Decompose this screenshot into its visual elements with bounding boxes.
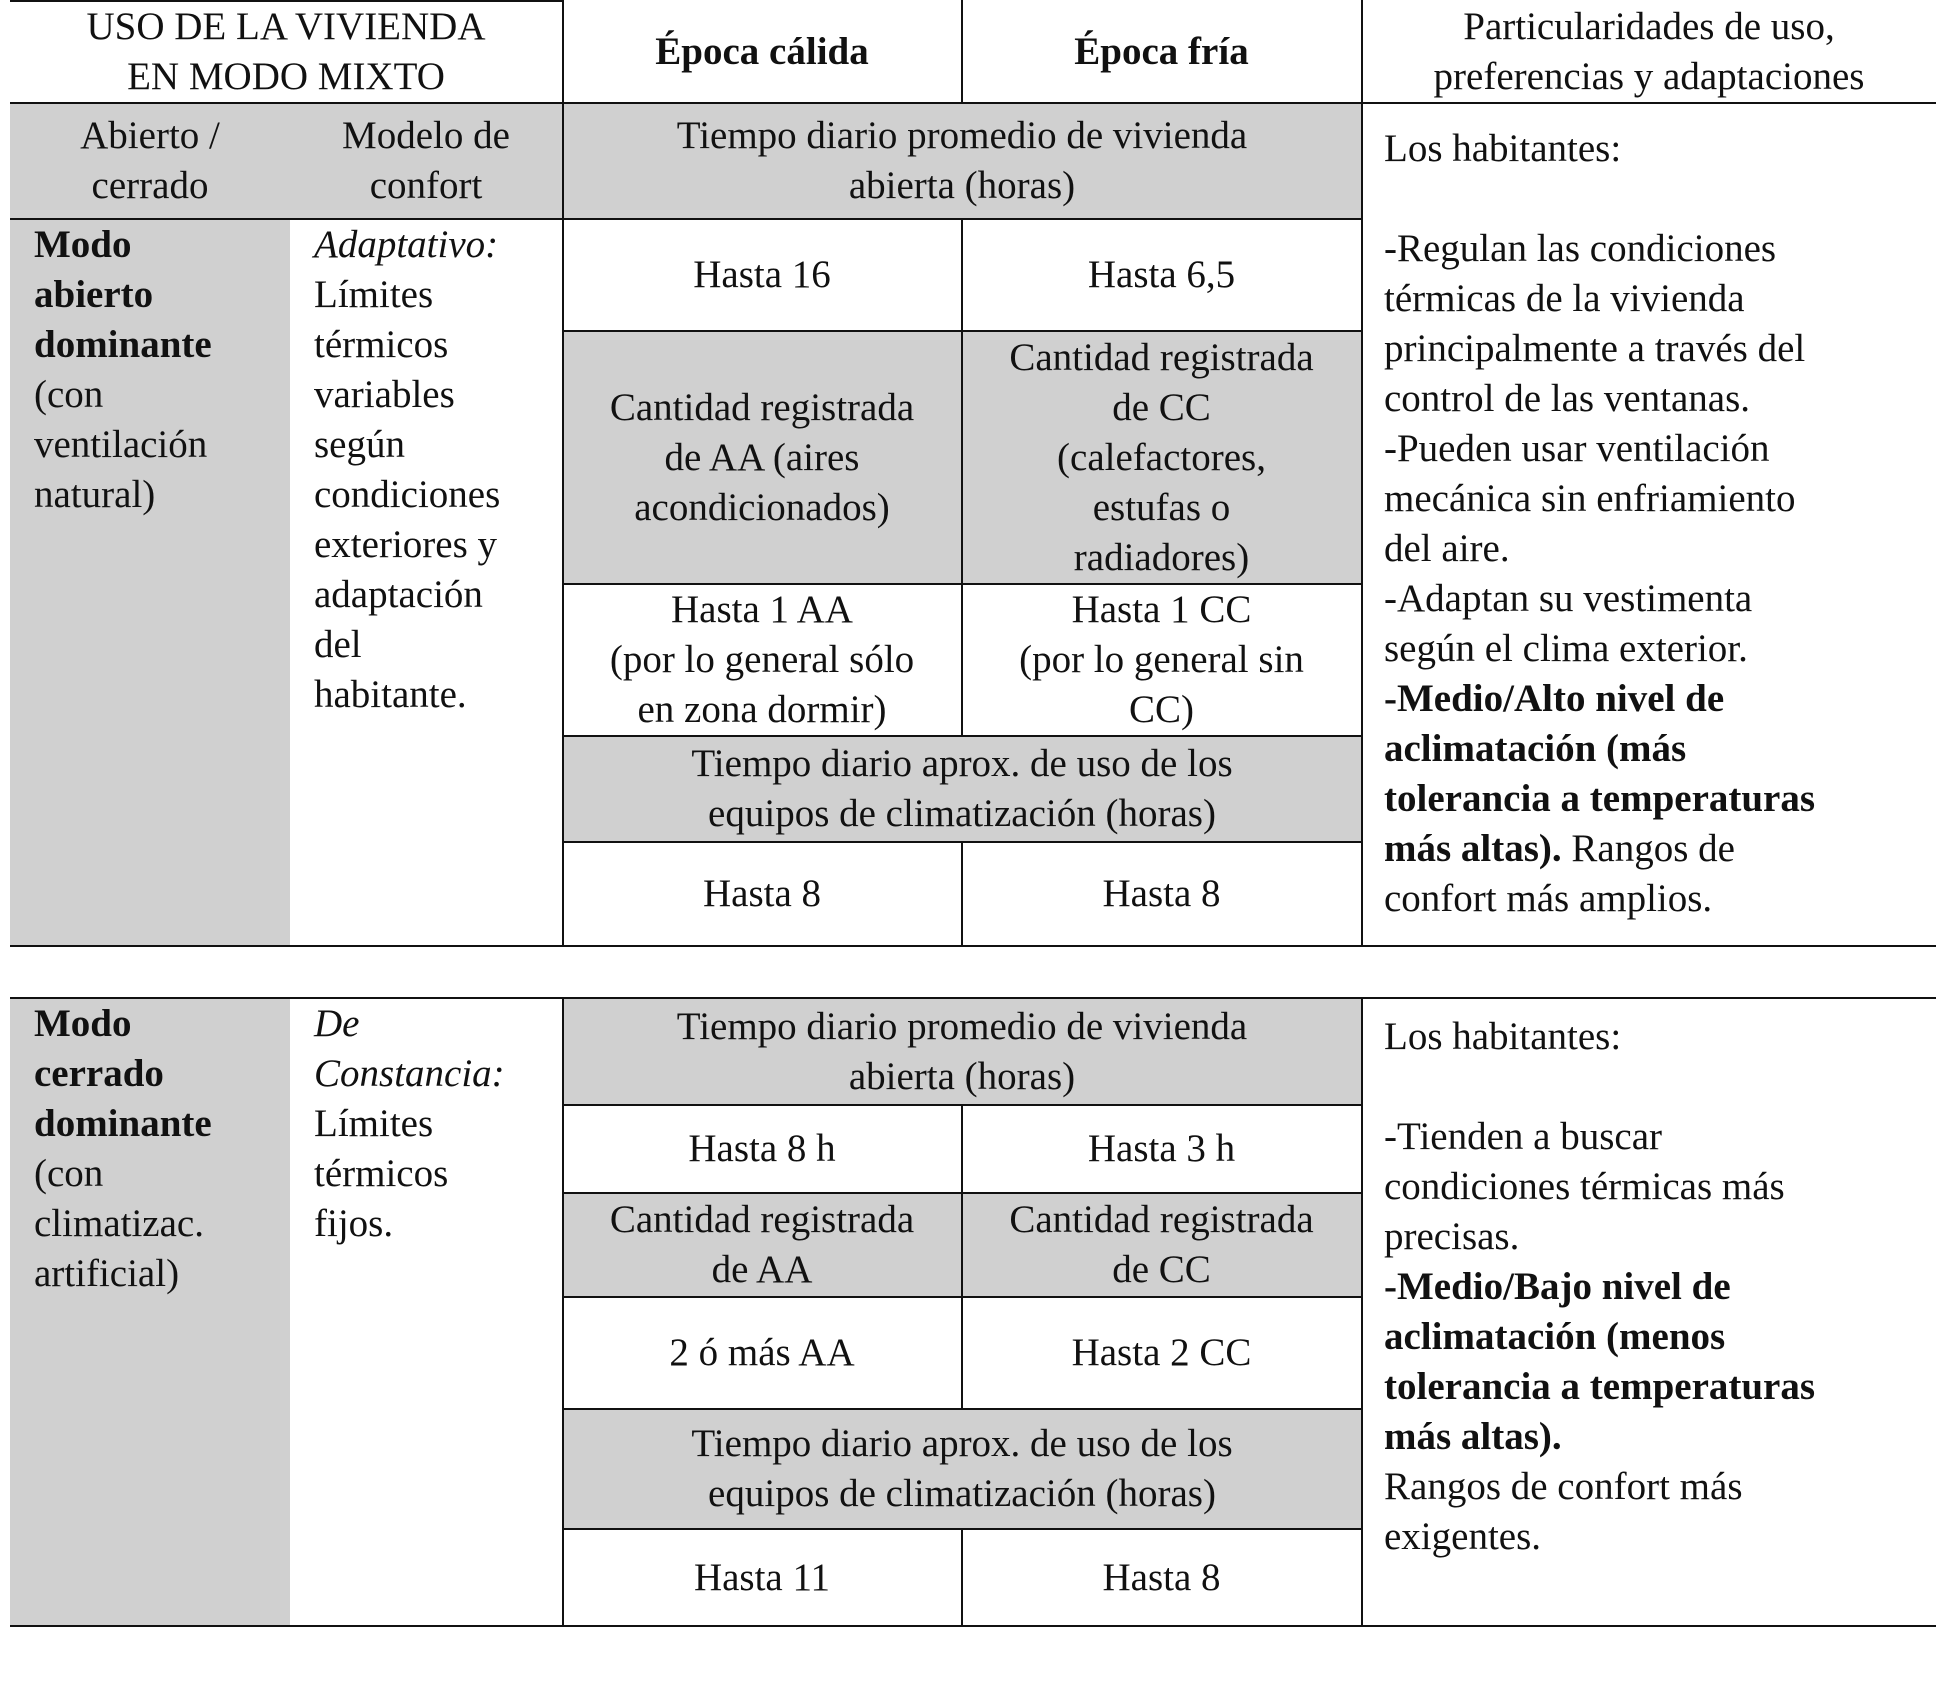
s1-aa-value-line-1: Hasta 1 AA	[671, 588, 853, 631]
s1-cc-title-line-1: Cantidad registrada	[1009, 335, 1314, 379]
s1-notes-line-2: térmicas de la vivienda	[1384, 277, 1745, 320]
s1-notes-line-5: -Pueden usar ventilación	[1384, 427, 1770, 470]
rule-v-col1-header	[562, 0, 564, 102]
s1-comfort-line-8: del	[314, 623, 362, 666]
s1-mode-normal-2: ventilación	[34, 423, 208, 466]
s1-comfort-line-1: Límites	[314, 273, 434, 316]
s2-mode-normal-1: (con	[34, 1152, 104, 1195]
rule-s1-bottom	[10, 945, 1936, 947]
s1-notes-line-4: control de las ventanas.	[1384, 377, 1751, 420]
s2-notes-line-3: precisas.	[1384, 1215, 1520, 1258]
s2-notes	[1384, 1012, 1936, 1562]
s1-aa-title-line-1: Cantidad registrada	[609, 385, 915, 429]
rule-v-comfort-s2	[562, 997, 564, 1625]
subheader-open-closed-line-1: Abierto /	[80, 114, 220, 157]
s1-open-time-title-line-2: abierta (horas)	[848, 164, 1076, 207]
s1-aa-value-line-2: (por lo general sólo	[609, 638, 915, 681]
s1-cc-title	[962, 332, 1361, 583]
header-particularities	[1362, 2, 1936, 102]
s2-comfort-line-3: fijos.	[314, 1202, 394, 1245]
s1-aa-value-line-3: en zona dormir)	[637, 688, 887, 731]
s1-mode-bold-2: abierto	[34, 273, 154, 316]
s2-notes-line-1: -Tienden a buscar	[1384, 1115, 1662, 1158]
s2-open-hours-cold: Hasta 3 h	[1087, 1127, 1236, 1170]
s1-aa-value	[563, 585, 961, 735]
s2-usage-title	[563, 1410, 1361, 1528]
s2-notes-line-2: condiciones térmicas más	[1384, 1165, 1785, 1208]
s1-comfort-line-9: habitante.	[314, 673, 467, 716]
rule-s2-top	[10, 997, 1936, 999]
rule-v-mid-s2-a	[961, 1104, 963, 1410]
s2-mode-bold-2: cerrado	[34, 1052, 164, 1095]
s1-notes-intro: Los habitantes:	[1384, 127, 1622, 170]
rule-v-mid-s1-b	[961, 841, 963, 945]
s2-comfort-italic-1: De	[314, 1002, 360, 1045]
subheader-comfort-model-line-2: confort	[369, 164, 483, 207]
s1-notes-bold-2: aclimatación (más	[1384, 727, 1687, 770]
rule-v-comfort-s1	[562, 102, 564, 945]
s2-usage-cold: Hasta 8	[1102, 1555, 1221, 1599]
s2-cc-value: Hasta 2 CC	[1071, 1331, 1252, 1374]
s1-notes-bold-1: -Medio/Alto nivel de	[1384, 677, 1725, 720]
s1-cc-value-line-2: (por lo general sin	[1019, 638, 1304, 681]
s2-open-time-title-line-2: abierta (horas)	[848, 1054, 1076, 1098]
rule-v-col3-header	[1361, 0, 1363, 102]
subheader-comfort-model-line-1: Modelo de	[342, 114, 510, 157]
header-particularities-line-2: preferencias y adaptaciones	[1433, 55, 1865, 98]
s2-open-hours-warm: Hasta 8 h	[688, 1127, 836, 1170]
rule-v-mid-s1-a	[961, 218, 963, 737]
s1-cc-value-line-3: CC)	[1128, 688, 1194, 731]
s1-cc-value-line-1: Hasta 1 CC	[1071, 588, 1252, 631]
s1-notes	[1384, 124, 1936, 924]
s1-comfort-line-6: exteriores y	[314, 523, 498, 566]
s1-notes-final: confort más amplios.	[1384, 877, 1713, 920]
s1-open-time-title-line-1: Tiempo diario promedio de vivienda	[676, 114, 1248, 157]
s1-usage-title-line-1: Tiempo diario aprox. de uso de los	[691, 742, 1233, 785]
header-warm-season: Época cálida	[655, 30, 869, 73]
s2-open-time-title-line-1: Tiempo diario promedio de vivienda	[676, 1004, 1248, 1048]
s2-notes-intro: Los habitantes:	[1384, 1015, 1622, 1058]
header-particularities-line-1: Particularidades de uso,	[1463, 5, 1835, 48]
s2-usage-warm: Hasta 11	[693, 1555, 831, 1599]
s1-mode-normal-1: (con	[34, 373, 104, 416]
s1-mode-bold-1: Modo	[34, 223, 132, 266]
s1-open-hours-warm: Hasta 16	[693, 253, 831, 296]
s1-aa-title-line-3: acondicionados)	[634, 485, 890, 529]
s1-cc-title-line-5: radiadores)	[1073, 535, 1250, 579]
s1-aa-title-line-2: de AA (aires	[664, 435, 860, 479]
s2-comfort-cell	[290, 999, 562, 1625]
s2-notes-bold-4: más altas).	[1384, 1415, 1562, 1458]
s1-comfort-italic: Adaptativo:	[314, 223, 499, 266]
s1-notes-bold-3: tolerancia a temperaturas	[1384, 777, 1816, 820]
s1-usage-cold: Hasta 8	[1102, 872, 1221, 915]
s1-mode-normal-3: natural)	[34, 473, 156, 516]
s1-notes-line-3: principalmente a través del	[1384, 327, 1806, 370]
rule-v-notes-s2	[1361, 997, 1363, 1625]
s1-comfort-line-7: adaptación	[314, 573, 483, 616]
s2-mode-cell	[10, 999, 290, 1625]
s2-mode-bold-1: Modo	[34, 1002, 132, 1045]
s2-comfort-italic-2: Constancia:	[314, 1052, 505, 1095]
subheader-open-closed	[10, 104, 290, 218]
s1-cc-value	[962, 585, 1361, 735]
s2-usage-title-line-2: equipos de climatización (horas)	[708, 1472, 1216, 1515]
s1-comfort-cell	[290, 220, 562, 945]
s1-cc-title-line-2: de CC	[1112, 385, 1211, 429]
header-housing-use-line-1: USO DE LA VIVIENDA	[86, 5, 486, 48]
s1-usage-title-line-2: equipos de climatización (horas)	[708, 792, 1216, 835]
rule-v-mid-s2-b	[961, 1528, 963, 1625]
rule-v-col2-header	[961, 0, 963, 102]
header-housing-use	[10, 2, 562, 102]
s1-open-time-title	[563, 104, 1361, 218]
subheader-comfort-model	[290, 104, 562, 218]
s1-comfort-line-5: condiciones	[314, 473, 501, 516]
header-housing-use-line-2: EN MODO MIXTO	[127, 55, 445, 98]
s2-usage-title-line-1: Tiempo diario aprox. de uso de los	[691, 1422, 1233, 1465]
s1-aa-title	[563, 332, 961, 583]
s1-cc-title-line-4: estufas o	[1092, 485, 1231, 529]
s1-notes-mixed-line	[1384, 824, 1936, 874]
s1-mode-cell	[10, 220, 290, 945]
s1-mode-bold-3: dominante	[34, 323, 212, 366]
s2-cc-title-line-1: Cantidad registrada	[1009, 1198, 1314, 1241]
s2-mode-normal-2: climatizac.	[34, 1202, 204, 1245]
rule-s2-bottom	[10, 1625, 1936, 1627]
s1-notes-line-7: del aire.	[1384, 527, 1510, 570]
s1-usage-title	[563, 737, 1361, 841]
s2-notes-final-2: exigentes.	[1384, 1515, 1542, 1558]
s1-open-hours-cold: Hasta 6,5	[1087, 253, 1236, 296]
s1-notes-line-9: según el clima exterior.	[1384, 627, 1748, 670]
s1-notes-line-1: -Regulan las condiciones	[1384, 227, 1777, 270]
s2-mode-normal-3: artificial)	[34, 1252, 180, 1295]
s1-notes-line-8: -Adaptan su vestimenta	[1384, 577, 1753, 620]
rule-top	[10, 0, 562, 2]
s2-notes-final-1: Rangos de confort más	[1384, 1465, 1743, 1508]
s1-notes-last-bold: más altas).	[1384, 827, 1562, 870]
s2-open-time-title	[563, 999, 1361, 1104]
s2-mode-bold-3: dominante	[34, 1102, 212, 1145]
s1-comfort-line-2: térmicos	[314, 323, 449, 366]
s1-cc-title-line-3: (calefactores,	[1057, 435, 1266, 479]
s2-aa-title-line-1: Cantidad registrada	[609, 1198, 915, 1241]
s2-comfort-line-2: térmicos	[314, 1152, 449, 1195]
s2-cc-title	[962, 1194, 1361, 1296]
s2-aa-title-line-2: de AA	[711, 1248, 813, 1291]
rule-subheader-bottom	[10, 218, 1361, 220]
s2-notes-bold-1: -Medio/Bajo nivel de	[1384, 1265, 1731, 1308]
header-cold-season: Época fría	[1074, 30, 1249, 73]
s2-aa-value: 2 ó más AA	[669, 1331, 855, 1374]
s1-notes-line-6: mecánica sin enfriamiento	[1384, 477, 1796, 520]
s1-notes-last-normal: Rangos de	[1561, 827, 1735, 870]
s1-comfort-line-4: según	[314, 423, 405, 466]
s2-aa-title	[563, 1194, 961, 1296]
s2-comfort-line-1: Límites	[314, 1102, 434, 1145]
s2-notes-bold-2: aclimatación (menos	[1384, 1315, 1726, 1358]
s1-comfort-line-3: variables	[314, 373, 455, 416]
s2-cc-title-line-2: de CC	[1112, 1248, 1211, 1291]
rule-v-notes-s1	[1361, 102, 1363, 945]
s2-notes-bold-3: tolerancia a temperaturas	[1384, 1365, 1816, 1408]
subheader-open-closed-line-2: cerrado	[91, 164, 209, 207]
s1-usage-warm: Hasta 8	[702, 872, 822, 915]
rule-header-bottom	[10, 102, 1936, 104]
